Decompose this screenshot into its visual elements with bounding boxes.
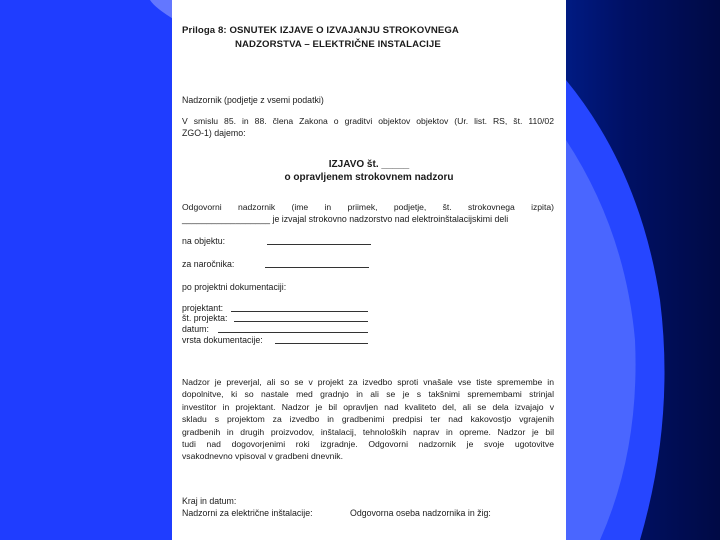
client-field xyxy=(265,259,369,268)
project-documentation-label: po projektni dokumentaciji: xyxy=(182,282,287,292)
place-and-date-label: Kraj in datum: xyxy=(182,496,237,506)
verification-line: vsakodnevno vpisoval v gradbeni dnevnik. xyxy=(182,451,343,462)
document-title-line-2: NADZORSTVA – ELEKTRIČNE INSTALACIJE xyxy=(235,39,441,50)
verification-line: skladu s projektom za izvedbo in gradbenimi predpisi ter nad kakovostjo vgrajenih xyxy=(182,414,554,425)
documentation-type-label: vrsta dokumentacije: xyxy=(182,335,263,345)
document-title-line-1: Priloga 8: OSNUTEK IZJAVE O IZVAJANJU STROKOVNEGA xyxy=(182,25,459,36)
documentation-type-field xyxy=(275,335,368,344)
date-label: datum: xyxy=(182,324,209,334)
project-number-label: št. projekta: xyxy=(182,313,228,323)
verification-line: tudi nad dogovorjenimi roki izgradnje. Odgovorni nadzornik je svoje ugotovitve xyxy=(182,439,554,449)
responsible-supervisor-line-2: __________________ je izvajal strokovno nadzorstvo nad elektroinštalacijskimi deli xyxy=(182,214,509,224)
client-label: za naročnika: xyxy=(182,259,235,269)
supervisor-line: Nadzornik (podjetje z vsemi podatki) xyxy=(182,95,324,105)
designer-field xyxy=(231,303,368,312)
object-label: na objektu: xyxy=(182,236,226,246)
verification-line: gradbenih in drugih proizvodov, inštalacij, tehnoloških naprav in opreme. Nadzor je bil xyxy=(182,426,554,437)
law-reference-line-1: V smislu 85. in 88. člena Zakona o graditvi objektov objektov (Ur. list. RS, št. 110/02 xyxy=(182,116,554,126)
responsible-supervisor-line-1: Odgovorni nadzornik (ime in priimek, podjetje, št. strokovnega izpita) xyxy=(182,202,554,212)
electrical-supervisor-signature-label: Nadzorni za električne inštalacije: xyxy=(182,508,313,518)
statement-subtitle: o opravljenem strokovnem nadzoru xyxy=(284,172,454,183)
designer-label: projektant: xyxy=(182,303,224,313)
verification-line: dopolnitve, ki so nastale med gradnjo in ali se je s takšnimi spremembami strinjal xyxy=(182,389,554,400)
date-field xyxy=(218,324,368,333)
responsible-person-signature-label: Odgovorna oseba nadzornika in žig: xyxy=(350,508,491,518)
statement-title: IZJAVO št. _____ xyxy=(328,159,410,170)
law-reference-line-2: ZGO-1) dajemo: xyxy=(182,128,246,138)
object-field xyxy=(267,236,371,245)
document-page xyxy=(172,0,566,540)
verification-line: Nadzor je preverjal, ali so se v projekt za izvedbo sproti vnašale vse tiste spremembe in xyxy=(182,377,554,387)
project-number-field xyxy=(234,313,368,322)
verification-line: investitor in projektant. Nadzor je bil opravljen nad kvaliteto del, ali se dela izvajajo v xyxy=(182,401,554,412)
